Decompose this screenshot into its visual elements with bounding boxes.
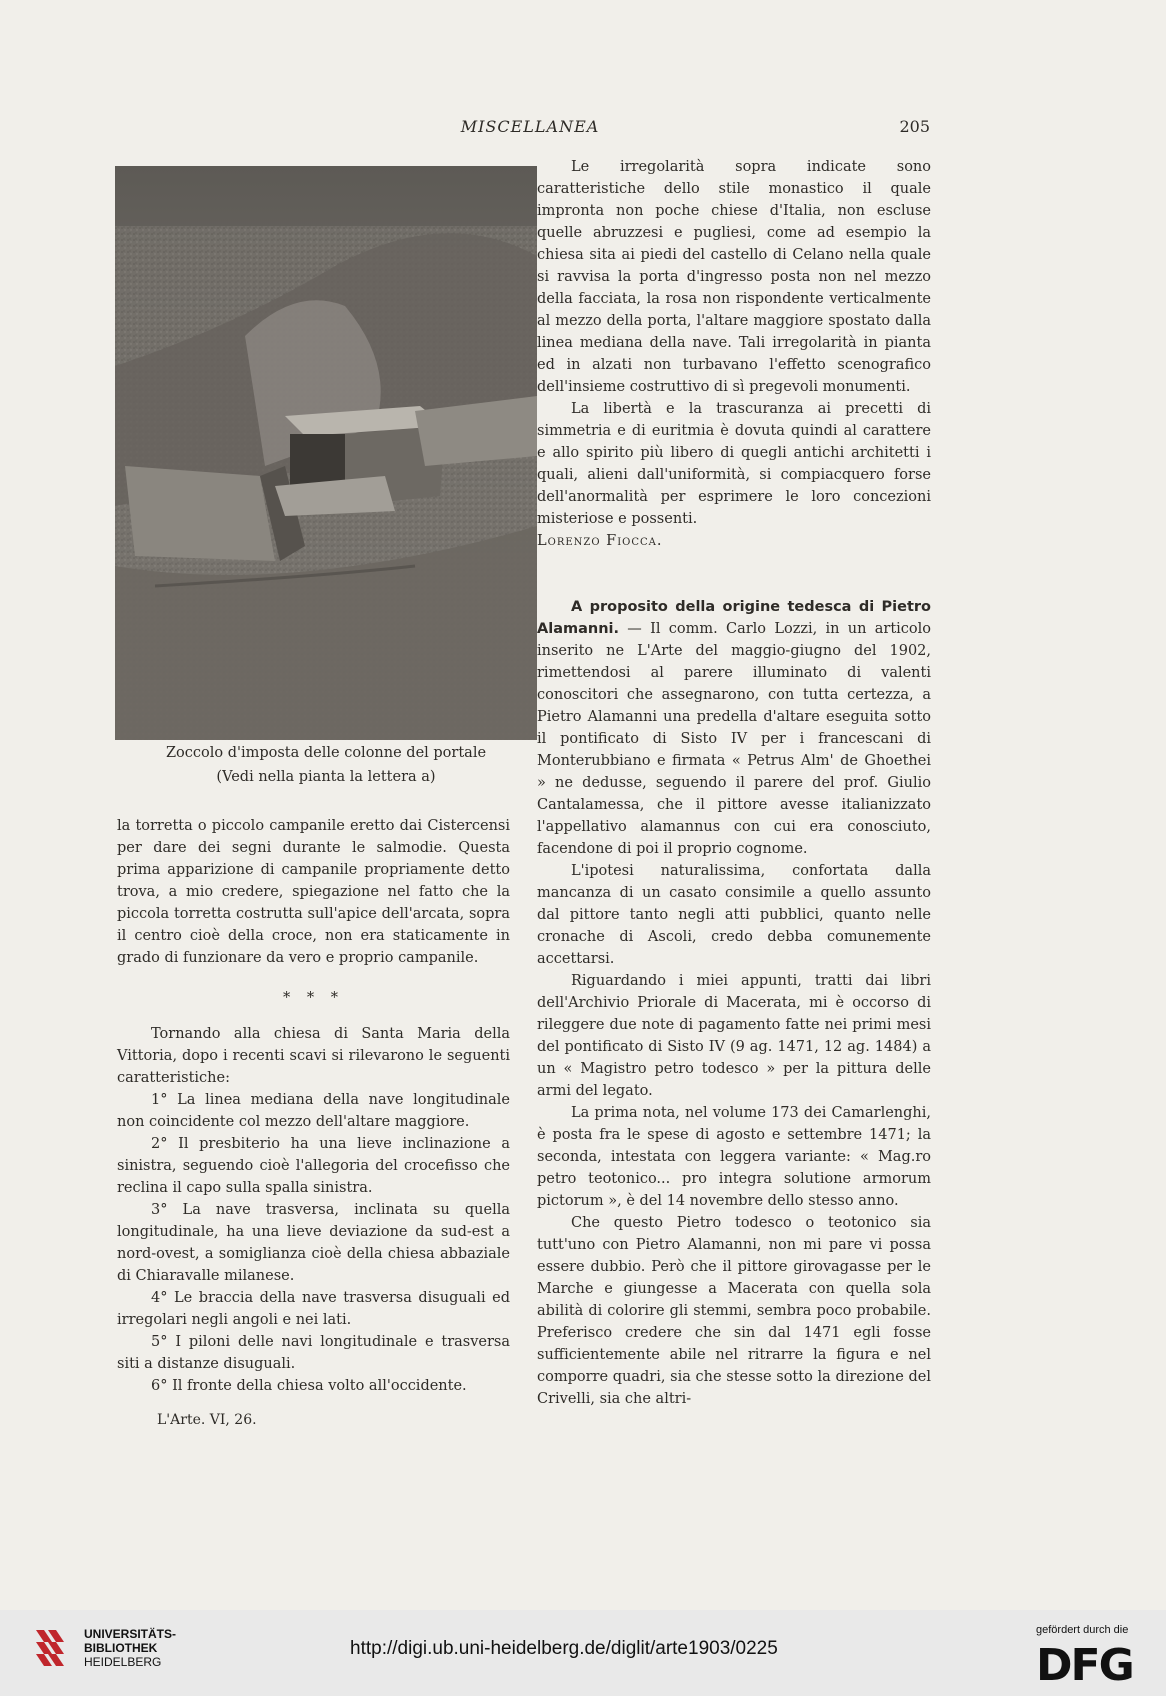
characteristic-item-4: 4° Le braccia della nave trasversa disuguali ed irregolari negli angoli e nei lati. bbox=[117, 1290, 510, 1328]
author-signature: Lorenzo Fiocca. bbox=[537, 533, 663, 549]
library-name-line-3: HEIDELBERG bbox=[84, 1655, 162, 1669]
section-separator: * * * bbox=[283, 990, 344, 1006]
right-paragraph-1: Le irregolarità sopra indicate sono caratteristiche dello stile monastico il quale impronta non poche chiese d'Italia, non escluse quelle abruzzesi e pugliesi, come ad esempio la chiesa sita ai piedi del castello di Celano nella quale si ravvisa la porta d'ingresso posta non nel mezzo della facciata, la rosa non rispondente verticalmente al mezzo della porta, l'altare maggiore spostato dalla linea mediana della nave. Tali irregolarità in pianta ed in alzati non turbavano l'effetto scenografico dell'insieme costruttivo di sì pregevoli monumenti. bbox=[537, 159, 931, 395]
article-paragraph-1-text: — Il comm. Carlo Lozzi, in un articolo inserito ne L'Arte del maggio-giugno del 1902, rimettendosi al parere illuminato di valenti conoscitori che assegnarono, con tutta certezza, a Pietro Alamanni una predella d'altare eseguita sotto il pontificato di Sisto IV per i francescani di Monterubbiano e firmata « Petrus Alm' de Ghoethei » ne dedusse, seguendo il parere del prof. Giulio Cantalamessa, che il pittore avesse italianizzato l'appellativo alamannus con cui era conosciuto, facendone di poi il proprio cognome. bbox=[537, 621, 932, 857]
right-paragraph-2: La libertà e la trascuranza ai precetti di simmetria e di euritmia è dovuta quindi al carattere e allo spirito più libero di quegli antichi architetti i quali, alieni dall'uniformità, si compiacquero forse dell'anormalità per esprimere le loro concezioni misteriose e possenti. bbox=[537, 401, 931, 527]
figure-caption-line-2: (Vedi nella pianta la lettera a) bbox=[216, 769, 436, 785]
university-library-logo-icon bbox=[32, 1628, 72, 1668]
sponsor-label: gefördert durch die bbox=[1036, 1624, 1129, 1636]
left-text-column bbox=[117, 815, 510, 1397]
right-text-column bbox=[537, 156, 931, 1410]
characteristic-item-6: 6° Il fronte della chiesa volto all'occidente. bbox=[151, 1378, 467, 1394]
characteristic-item-5: 5° I piloni delle navi longitudinale e trasversa siti a distanze disuguali. bbox=[117, 1334, 510, 1372]
journal-footer-note: L'Arte. VI, 26. bbox=[157, 1412, 257, 1428]
photo-illustration bbox=[115, 166, 537, 740]
characteristic-item-2: 2° Il presbiterio ha una lieve inclinazione a sinistra, seguendo cioè l'allegoria del crocefisso che reclina il capo sulla spalla sinistra. bbox=[117, 1136, 510, 1196]
article-paragraph-3: Riguardando i miei appunti, tratti dai libri dell'Archivio Priorale di Macerata, mi è occorso di rileggere due note di pagamento fatte nei primi mesi del pontificato di Sisto IV (9 ag. 1471, 12 ag. 1484) a un « Magistro petro todesco » per la pittura delle armi del legato. bbox=[537, 973, 931, 1099]
characteristic-item-1: 1° La linea mediana della nave longitudinale non coincidente col mezzo dell'altare maggiore. bbox=[117, 1092, 510, 1130]
characteristic-item-3: 3° La nave trasversa, inclinata su quella longitudinale, ha una lieve deviazione da sud-est a nord-ovest, a somiglianza cioè della chiesa abbaziale di Chiaravalle milanese. bbox=[117, 1202, 510, 1284]
library-name bbox=[84, 1627, 176, 1669]
dfg-logo: DFG bbox=[1036, 1640, 1133, 1691]
article-paragraph-2: L'ipotesi naturalissima, confortata dalla mancanza di un casato consimile a quello assunto dal pittore tanto negli atti pubblici, quanto nelle cronache di Ascoli, credo debba comunemente accettarsi. bbox=[537, 863, 931, 967]
library-name-line-2: BIBLIOTHEK bbox=[84, 1641, 158, 1655]
plinth-photograph bbox=[115, 166, 537, 740]
article-paragraph-1 bbox=[537, 596, 931, 860]
permalink-url[interactable]: http://digi.ub.uni-heidelberg.de/diglit/arte1903/0225 bbox=[350, 1638, 778, 1659]
left-paragraph-2: Tornando alla chiesa di Santa Maria della Vittoria, dopo i recenti scavi si rilevarono le seguenti caratteristiche: bbox=[117, 1026, 510, 1086]
page-number: 205 bbox=[899, 117, 930, 136]
running-header-title: MISCELLANEA bbox=[460, 117, 600, 136]
article-paragraph-5: Che questo Pietro todesco o teotonico sia tutt'uno con Pietro Alamanni, non mi pare vi possa essere dubbio. Però che il pittore girovagasse per le Marche e giungesse a Macerata con quella sola abilità di colorire gli stemmi, sembra poco probabile. Preferisco credere che sin dal 1471 egli fosse sufficientemente abile nel ritrarre la figura e nel comporre quadri, sia che stesse sotto la direzione del Crivelli, sia che altri- bbox=[537, 1215, 931, 1407]
figure-caption-line-1: Zoccolo d'imposta delle colonne del portale bbox=[165, 745, 487, 761]
library-name-line-1: UNIVERSITÄTS- bbox=[84, 1627, 177, 1641]
digitization-bar bbox=[0, 1610, 1166, 1696]
left-paragraph-1: la torretta o piccolo campanile eretto dai Cistercensi per dare dei segni durante le salmodie. Questa prima apparizione di campanile propriamente detto trova, a mio credere, spiegazione nel fatto che la piccola torretta costrutta sull'apice dell'arcata, sopra il centro cioè della croce, non era staticamente in grado di funzionare da vero e proprio campanile. bbox=[117, 818, 510, 966]
article-paragraph-4: La prima nota, nel volume 173 dei Camarlenghi, è posta fra le spese di agosto e settembre 1471; la seconda, intestata con leggera variante: « Mag.ro petro teotonico... pro integra solutione armorum pictorum », è del 14 novembre dello stesso anno. bbox=[537, 1105, 931, 1209]
article-heading: A proposito della origine tedesca di Pietro Alamanni. bbox=[537, 599, 931, 637]
